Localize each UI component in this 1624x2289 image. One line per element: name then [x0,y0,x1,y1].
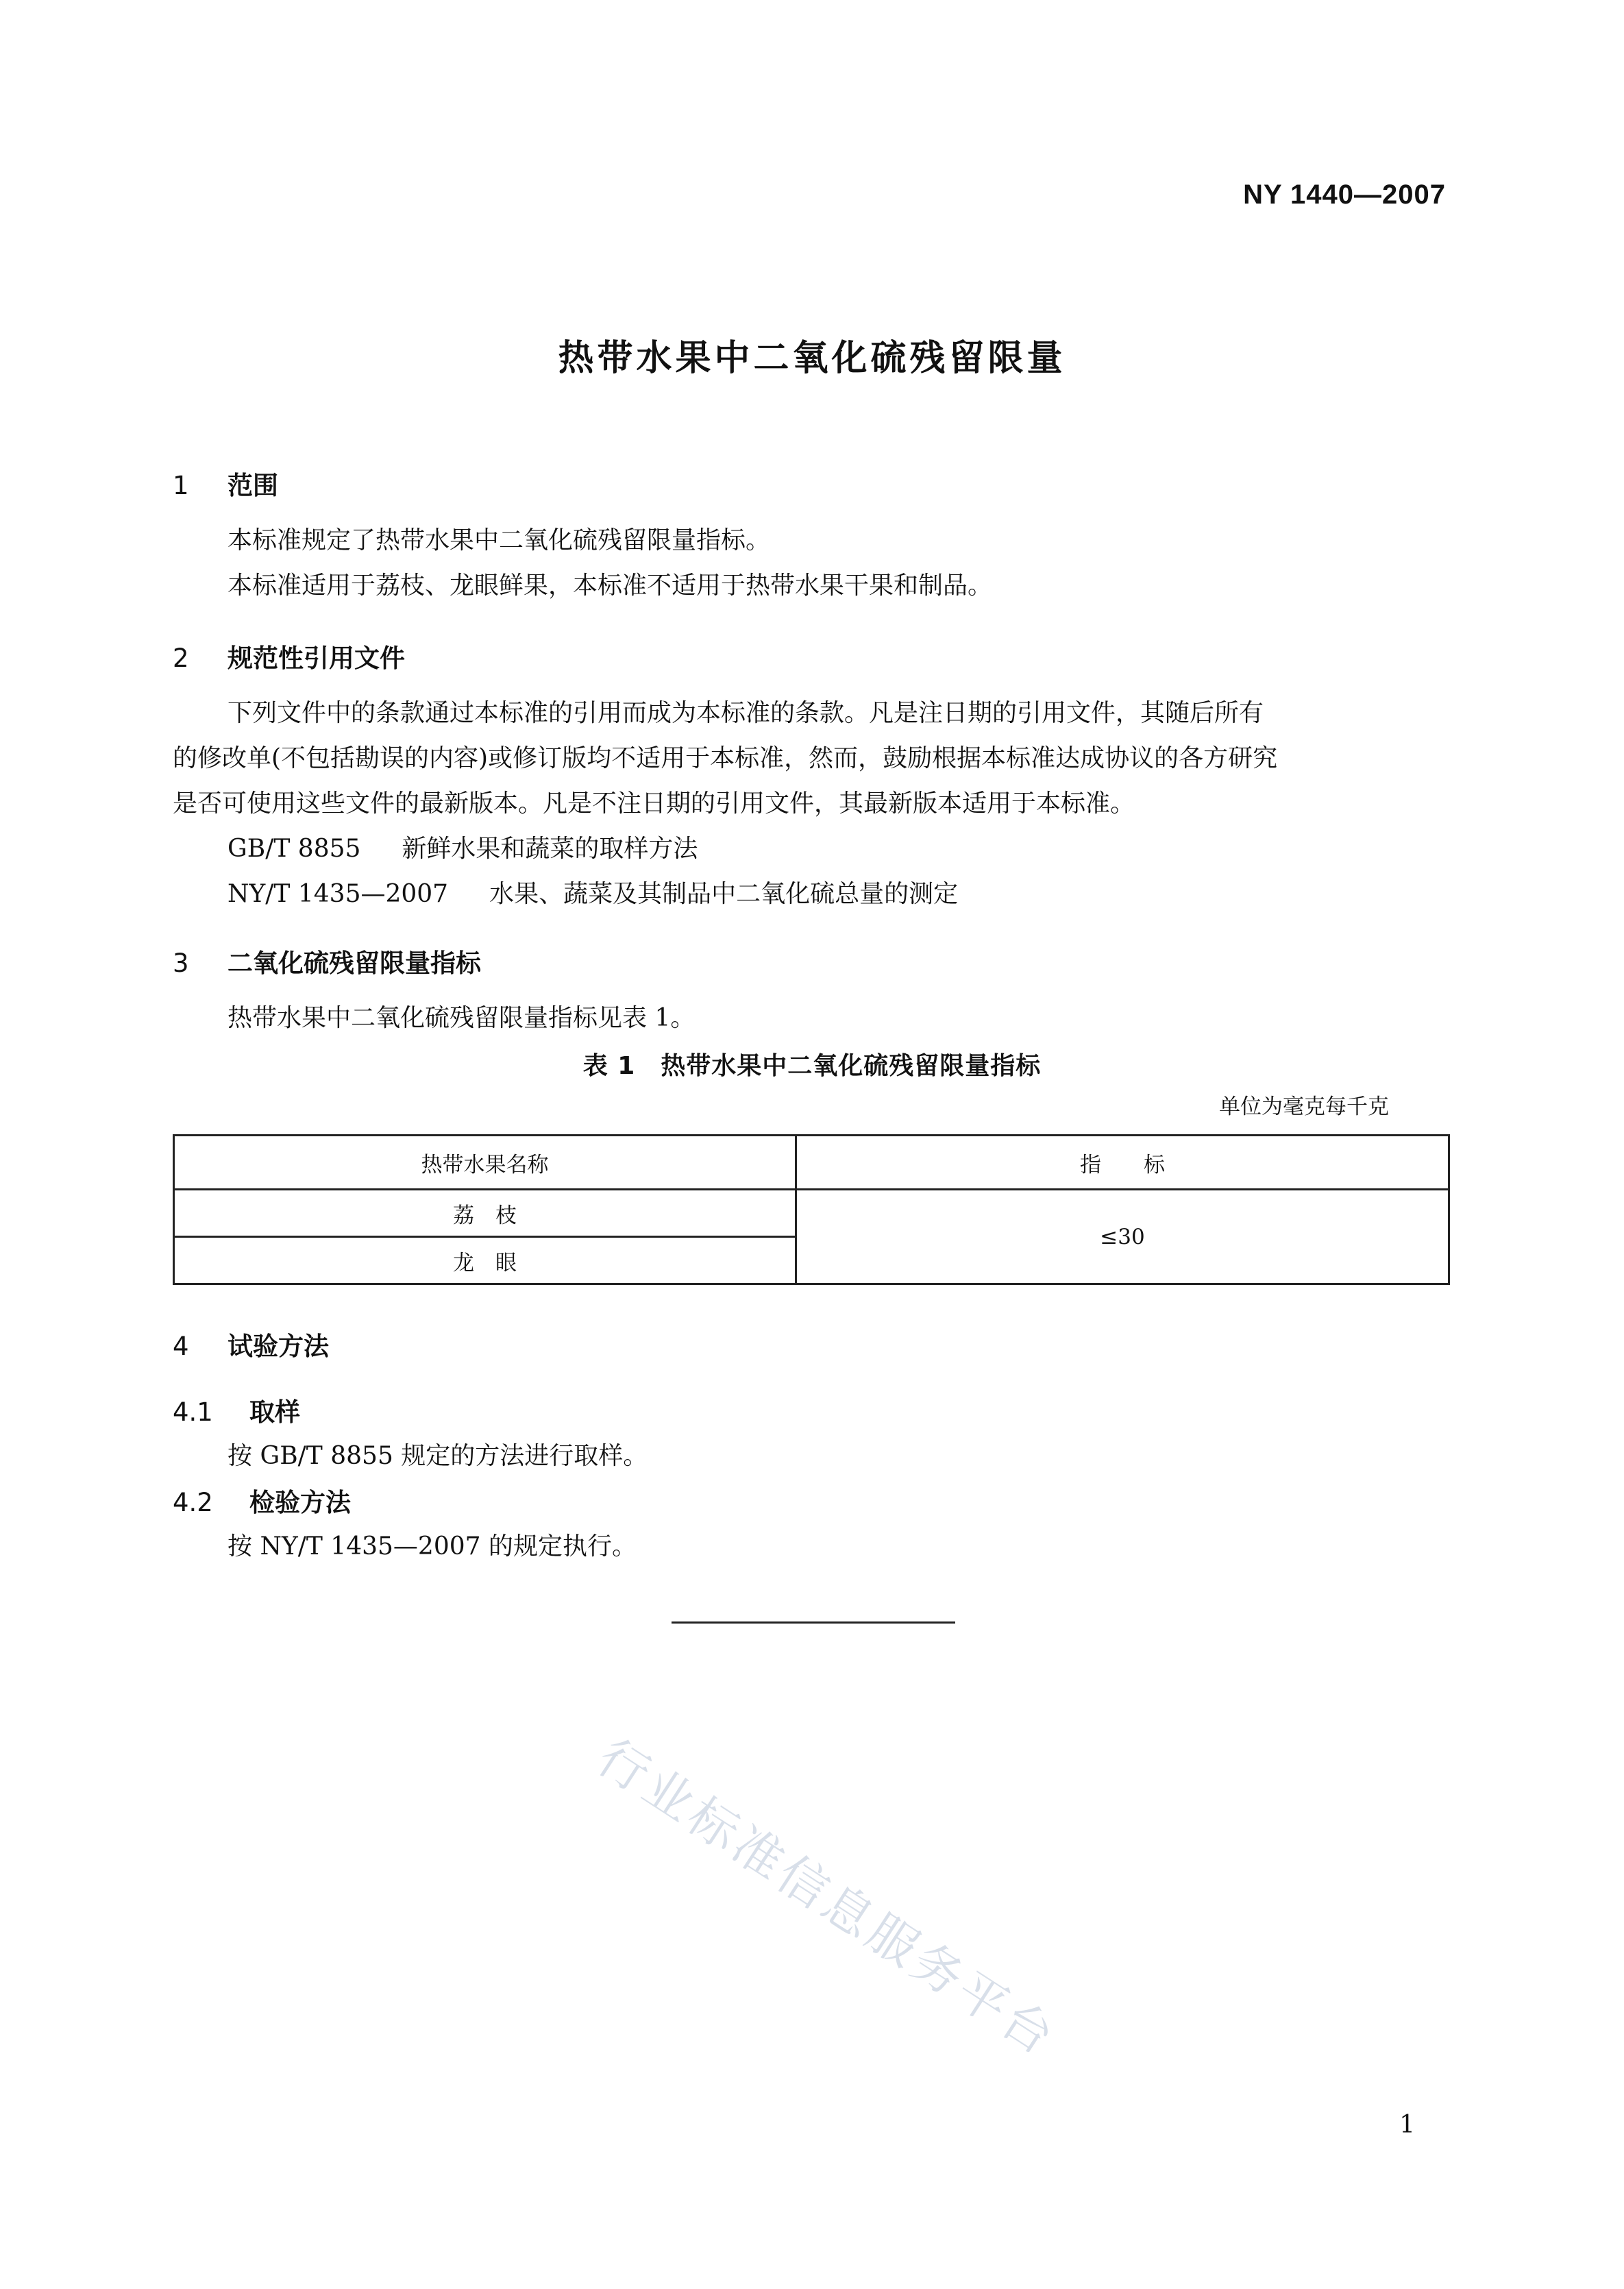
table-caption: 表 1 热带水果中二氧化硫残留限量指标 [582,1052,1042,1080]
section-number: 3 [173,948,189,978]
section-number: 1 [173,471,189,500]
end-rule [672,1621,955,1624]
subsection-title: 检验方法 [249,1488,351,1517]
subsection-4-1-heading [173,1391,300,1428]
limit-table [173,1134,1450,1285]
reference-title: 水果、蔬菜及其制品中二氧化硫总量的测定 [489,880,959,908]
subsection-number: 4.2 [173,1488,213,1517]
document-title: 热带水果中二氧化硫残留限量 [558,338,1066,379]
fruit-name-cell: 荔 枝 [174,1190,796,1237]
section-title: 规范性引用文件 [227,644,405,673]
paragraph: 本标准适用于荔枝、龙眼鲜果，本标准不适用于热带水果干果和制品。 [227,572,993,600]
paragraph: 按 NY/T 1435—2007 的规定执行。 [227,1532,637,1560]
subsection-4-2-heading [173,1482,351,1519]
section-number: 2 [173,644,189,673]
section-title: 试验方法 [227,1332,329,1361]
column-header-indicator: 指 标 [796,1136,1449,1190]
paragraph-line: 的修改单(不包括勘误的内容)或修订版均不适用于本标准，然而，鼓励根据本标准达成协议的各方研究 [173,744,1278,772]
paragraph: 本标准规定了热带水果中二氧化硫残留限量指标。 [227,526,771,554]
paragraph: 热带水果中二氧化硫残留限量指标见表 1。 [227,1004,696,1032]
standard-code: NY 1440—2007 [1243,180,1446,210]
table-unit: 单位为毫克每千克 [1219,1094,1389,1119]
reference-code: NY/T 1435—2007 [227,880,449,908]
table-row [174,1190,1449,1237]
section-1-heading [173,465,278,502]
subsection-title: 取样 [249,1397,300,1427]
reference-title: 新鲜水果和蔬菜的取样方法 [402,835,698,863]
watermark: 行业标准信息服务平台 [587,1728,1068,2068]
reference-code: GB/T 8855 [227,835,361,863]
limit-value-cell: ≤30 [796,1190,1449,1284]
section-4-heading [173,1325,329,1362]
section-number: 4 [173,1332,189,1361]
section-3-heading [173,942,481,979]
normative-reference [227,874,958,909]
paragraph-line: 下列文件中的条款通过本标准的引用而成为本标准的条款。凡是注日期的引用文件，其随后所有 [227,699,1264,727]
paragraph-line: 是否可使用这些文件的最新版本。凡是不注日期的引用文件，其最新版本适用于本标准。 [173,789,1135,818]
fruit-name-cell: 龙 眼 [174,1237,796,1284]
table-header-row [174,1136,1449,1190]
column-header-fruit: 热带水果名称 [174,1136,796,1190]
normative-reference [227,829,698,864]
section-2-heading [173,637,405,674]
section-title: 范围 [227,471,278,500]
page-number: 1 [1399,2111,1415,2139]
paragraph: 按 GB/T 8855 规定的方法进行取样。 [227,1442,648,1470]
section-title: 二氧化硫残留限量指标 [227,948,481,978]
subsection-number: 4.1 [173,1397,213,1427]
